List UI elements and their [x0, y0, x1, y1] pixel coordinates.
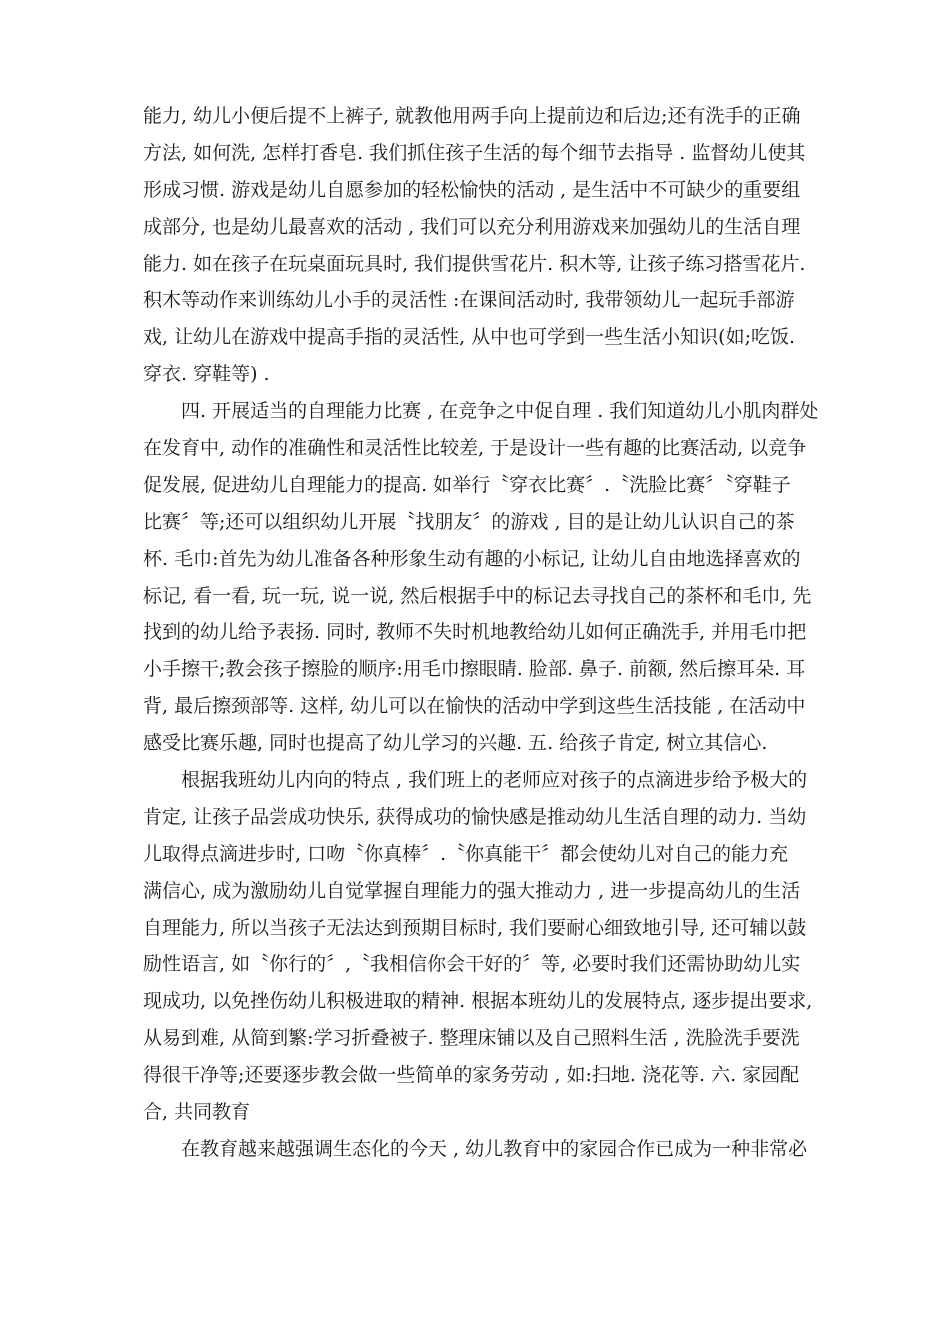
text-line: 杯. 毛巾:首先为幼儿准备各种形象生动有趣的小标记, 让幼儿自由地选择喜欢的	[143, 547, 801, 570]
text-line: 能力, 幼儿小便后提不上裤子, 就教他用两手向上提前边和后边;还有洗手的正确	[143, 105, 801, 127]
text-line: 满信心, 成为激励幼儿自觉掌握自理能力的强大推动力 , 进一步提高幼儿的生活	[143, 879, 801, 902]
text-line: 穿衣. 穿鞋等) .	[143, 363, 270, 386]
text-line: 积木等动作来训练幼儿小手的灵活性 :在课间活动时, 我带领幼儿一起玩手部游	[143, 289, 795, 312]
document-body	[143, 98, 819, 1168]
text-line: 方法, 如何洗, 怎样打香皂. 我们抓住孩子生活的每个细节去指导 . 监督幼儿使其	[143, 141, 806, 164]
text-line: 促发展, 促进幼儿自理能力的提高. 如举行〝穿衣比赛〞.〝洗脸比赛〞〝穿鞋子	[143, 473, 791, 496]
text-line: 戏, 让幼儿在游戏中提高手指的灵活性, 从中也可学到一些生活小知识(如;吃饭.	[143, 326, 796, 349]
text-line: 肯定, 让孩子品尝成功快乐, 获得成功的愉快感是推动幼儿生活自理的动力. 当幼	[143, 805, 807, 828]
text-line: 比赛〞等;还可以组织幼儿开展〝找朋友〞的游戏 , 目的是让幼儿认识自己的茶	[143, 510, 795, 533]
text-line: 找到的幼儿给予表扬. 同时, 教师不失时机地教给幼儿如何正确洗手, 并用毛巾把	[143, 621, 807, 644]
text-line: 自理能力, 所以当孩子无法达到预期目标时, 我们要耐心细致地引导, 还可辅以鼓	[143, 916, 807, 939]
text-line: 儿取得点滴进步时, 口吻〝你真棒〞.〝你真能干〞都会使幼儿对自己的能力充	[143, 842, 789, 865]
text-line: 现成功, 以免挫伤幼儿积极进取的精神. 根据本班幼儿的发展特点, 逐步提出要求,	[143, 990, 813, 1013]
text-line: 励性语言, 如〝你行的〞,〝我相信你会干好的〞等, 必要时我们还需协助幼儿实	[143, 953, 801, 976]
text-line: 标记, 看一看, 玩一玩, 说一说, 然后根据手中的标记去寻找自己的茶杯和毛巾, 先	[143, 584, 812, 607]
text-line: 成部分, 也是幼儿最喜欢的活动 , 我们可以充分利用游戏来加强幼儿的生活自理	[143, 215, 801, 238]
text-line: 能力. 如在孩子在玩桌面玩具时, 我们提供雪花片. 积木等, 让孩子练习搭雪花片.	[143, 252, 806, 275]
paragraph-start-line: 四. 开展适当的自理能力比赛 , 在竞争之中促自理 . 我们知道幼儿小肌肉群处	[181, 400, 819, 423]
paragraph-start-line: 根据我班幼儿内向的特点 , 我们班上的老师应对孩子的点滴进步给予极大的	[181, 769, 808, 792]
paragraph-start-line: 在教育越来越强调生态化的今天 , 幼儿教育中的家园合作已成为一种非常必	[181, 1137, 808, 1160]
text-line: 合, 共同教育	[143, 1101, 251, 1124]
text-line: 在发育中, 动作的准确性和灵活性比较差, 于是设计一些有趣的比赛活动, 以竞争	[143, 437, 807, 460]
text-line: 得很干净等;还要逐步教会做一些简单的家务劳动 , 如:扫地. 浇花等. 六. 家园配	[143, 1064, 800, 1087]
text-line: 小手擦干;教会孩子擦脸的顺序:用毛巾擦眼睛. 脸部. 鼻子. 前额, 然后擦耳朵. 耳	[143, 658, 806, 681]
text-line: 形成习惯. 游戏是幼儿自愿参加的轻松愉快的活动 , 是生活中不可缺少的重要组	[143, 178, 801, 201]
text-line: 从易到难, 从简到繁:学习折叠被子. 整理床铺以及自己照料生活 , 洗脸洗手要洗	[143, 1027, 800, 1050]
text-line: 感受比赛乐趣, 同时也提高了幼儿学习的兴趣. 五. 给孩子肯定, 树立其信心.	[143, 732, 768, 755]
text-line: 背, 最后擦颈部等. 这样, 幼儿可以在愉快的活动中学到这些生活技能 , 在活动中	[143, 695, 806, 718]
